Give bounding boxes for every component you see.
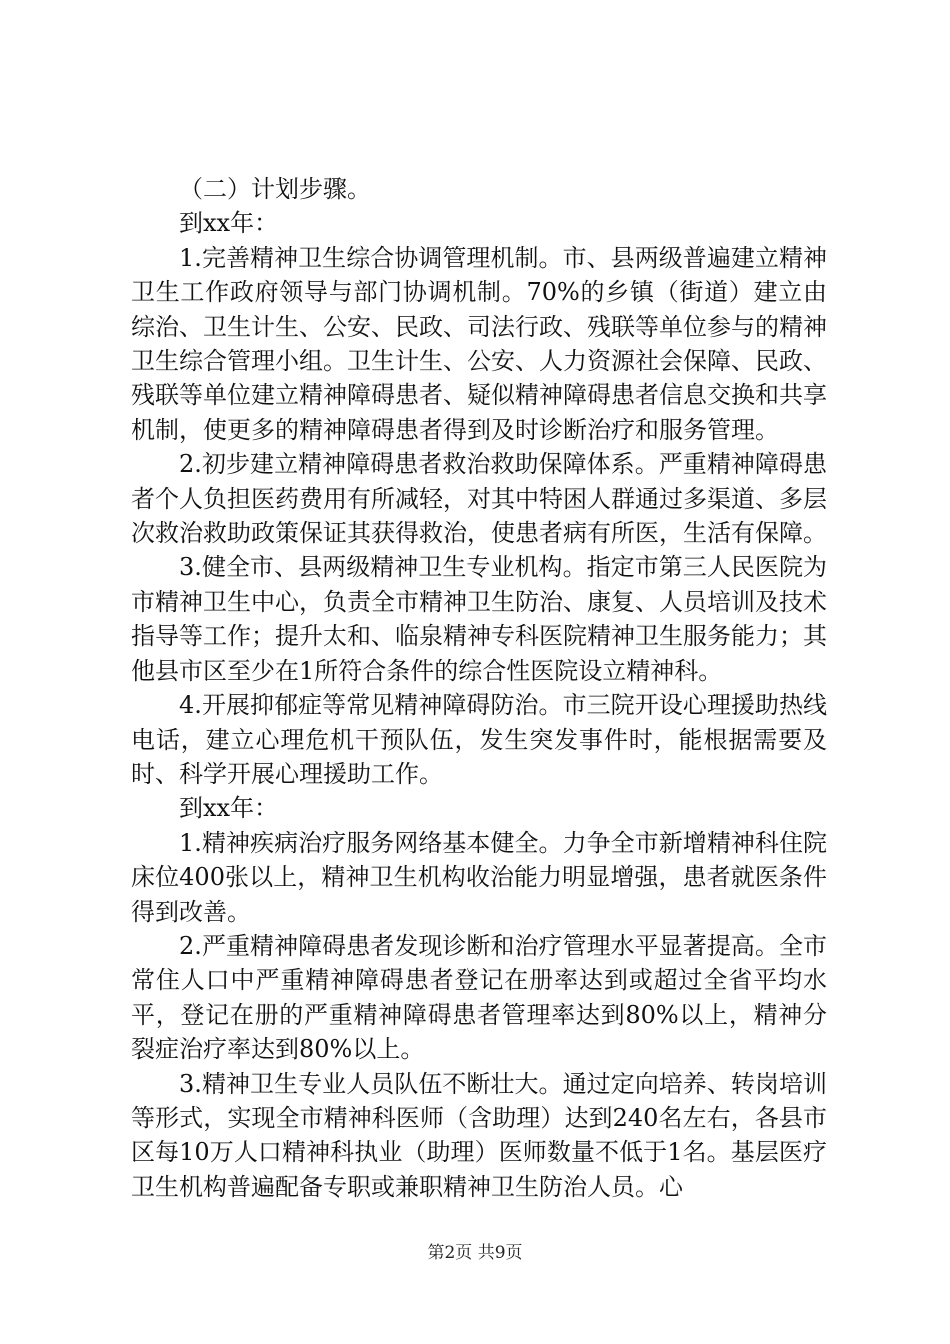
- document-body: [131, 172, 827, 1204]
- paragraph: 1.完善精神卫生综合协调管理机制。市、县两级普遍建立精神卫生工作政府领导与部门协调机制。70%的乡镇（街道）建立由综治、卫生计生、公安、民政、司法行政、残联等单位参与的精神卫生综合管理小组。卫生计生、公安、人力资源社会保障、民政、残联等单位建立精神障碍患者、疑似精神障碍患者信息交换和共享机制，使更多的精神障碍患者得到及时诊断治疗和服务管理。: [131, 243, 827, 444]
- paragraph: 3.健全市、县两级精神卫生专业机构。指定市第三人民医院为市精神卫生中心，负责全市精神卫生防治、康复、人员培训及技术指导等工作；提升太和、临泉精神专科医院精神卫生服务能力；其他县市区至少在1所符合条件的综合性医院设立精神科。: [131, 553, 827, 685]
- paragraph: 2.初步建立精神障碍患者救治救助保障体系。严重精神障碍患者个人负担医药费用有所减轻，对其中特困人群通过多渠道、多层次救治救助政策保证其获得救治，使患者病有所医，生活有保障。: [131, 450, 827, 548]
- page-number-footer: 第2页 共9页: [427, 1243, 523, 1263]
- paragraph: 3.精神卫生专业人员队伍不断壮大。通过定向培养、转岗培训等形式，实现全市精神科医师（含助理）达到240名左右，各县市区每10万人口精神科执业（助理）医师数量不低于1名。基层医疗卫生机构普遍配备专职或兼职精神卫生防治人员。心: [131, 1069, 827, 1201]
- year-heading: 到xx年：: [179, 794, 279, 823]
- paragraph: 1.精神疾病治疗服务网络基本健全。力争全市新增精神科住院床位400张以上，精神卫生机构收治能力明显增强，患者就医条件得到改善。: [131, 828, 827, 926]
- paragraph: 2.严重精神障碍患者发现诊断和治疗管理水平显著提高。全市常住人口中严重精神障碍患者登记在册率达到或超过全省平均水平，登记在册的严重精神障碍患者管理率达到80%以上，精神分裂症治疗率达到80%以上。: [131, 931, 827, 1064]
- section-heading: （二）计划步骤。: [179, 175, 371, 203]
- paragraph: 4.开展抑郁症等常见精神障碍防治。市三院开设心理援助热线电话，建立心理危机干预队伍，发生突发事件时，能根据需要及时、科学开展心理援助工作。: [131, 691, 827, 788]
- year-heading: 到xx年：: [179, 209, 279, 238]
